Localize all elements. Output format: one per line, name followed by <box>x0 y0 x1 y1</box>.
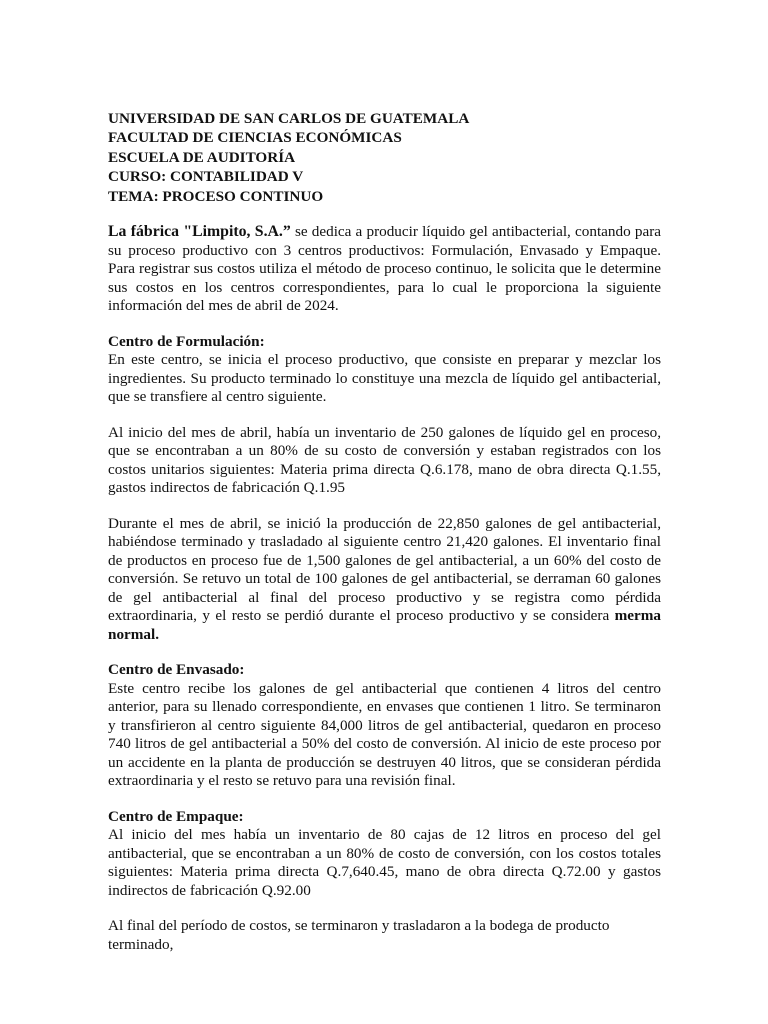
company-name: La fábrica "Limpito, S.A.” <box>108 223 291 241</box>
topic-name: TEMA: PROCESO CONTINUO <box>108 187 324 205</box>
university-name: UNIVERSIDAD DE SAN CARLOS DE GUATEMALA <box>108 110 470 127</box>
course-name: CURSO: CONTABILIDAD V <box>108 168 304 186</box>
envasado-title: Centro de Envasado: <box>108 661 245 679</box>
empaque-paragraph-1: Al inicio del mes había un inventario de 80 cajas de 12 litros en proceso del gel antibacterial, que se encontraban a un 80% de costo de conversión, con los costos totales siguientes: Materia prima directa Q.7,640.45, mano de obra directa Q.72.00 y gastos indirectos de fabricación Q.92.00 <box>108 826 661 899</box>
section-formulacion <box>108 333 661 645</box>
empaque-title: Centro de Empaque: <box>108 807 244 825</box>
document-header <box>108 109 661 206</box>
document-body <box>108 109 661 954</box>
formulacion-paragraph-2: Al inicio del mes de abril, había un inventario de 250 galones de líquido gel en proceso, que se encontraban a un 80% de su costo de conversión y estaban registrados con los costos unitarios siguientes: Materia prima directa Q.6.178, mano de obra directa Q.1.55, gastos indirectos de fabricación Q.1.95 <box>108 423 661 497</box>
faculty-name: FACULTAD DE CIENCIAS ECONÓMICAS <box>108 129 402 147</box>
school-name: ESCUELA DE AUDITORÍA <box>108 148 296 166</box>
empaque-paragraph-2: Al final del período de costos, se terminaron y trasladaron a la bodega de producto terminado, <box>108 917 610 953</box>
envasado-paragraph-1: Este centro recibe los galones de gel antibacterial que contienen 4 litros del centro anterior, para su llenado correspondiente, en envases que contienen 1 litro. Se terminaron y transfirieron al centro siguiente 84,000 litros de gel antibacterial, quedaron en proceso 740 litros de gel antibacterial a 50% del costo de conversión. Al inicio de este proceso por un accidente en la planta de producción se destruyen 40 litros, que se consideran pérdida extraordinaria y el resto se retuvo para una revisión final. <box>108 679 661 790</box>
formulacion-paragraph-3-text: Durante el mes de abril, se inició la producción de 22,850 galones de gel antibacterial, habiéndose terminado y trasladado al siguiente centro 21,420 galones. El inventario final de productos en proceso fue de 1,500 galones de gel antibacterial, a un 60% del costo de conversión. Se retuvo un total de 100 galones de gel antibacterial, se derraman 60 galones de gel antibacterial al final del proceso productivo y se registra como pérdida extraordinaria, y el resto se perdió durante el proceso productivo y se considera <box>108 514 661 625</box>
formulacion-paragraph-1: En este centro, se inicia el proceso productivo, que consiste en preparar y mezclar los ingredientes. Su producto terminado lo constituye una mezcla de líquido gel antibacterial, que se transfiere al centro siguiente. <box>108 351 661 406</box>
section-envasado <box>108 661 661 791</box>
merma-normal-emphasis: merma normal. <box>108 607 661 643</box>
intro-text: se dedica a producir líquido gel antibacterial, contando para su proceso productivo con 3 centros productivos: Formulación, Envasado y Empaque. Para registrar sus costos utiliza el método de proceso continuo, le solicita que le determine sus costos en los centros correspondientes, para lo cual le proporciona la siguiente información del mes de abril de 2024. <box>108 223 661 315</box>
formulacion-paragraph-3 <box>108 515 661 645</box>
section-empaque <box>108 808 661 955</box>
intro-paragraph <box>108 223 661 316</box>
formulacion-title: Centro de Formulación: <box>108 332 265 350</box>
